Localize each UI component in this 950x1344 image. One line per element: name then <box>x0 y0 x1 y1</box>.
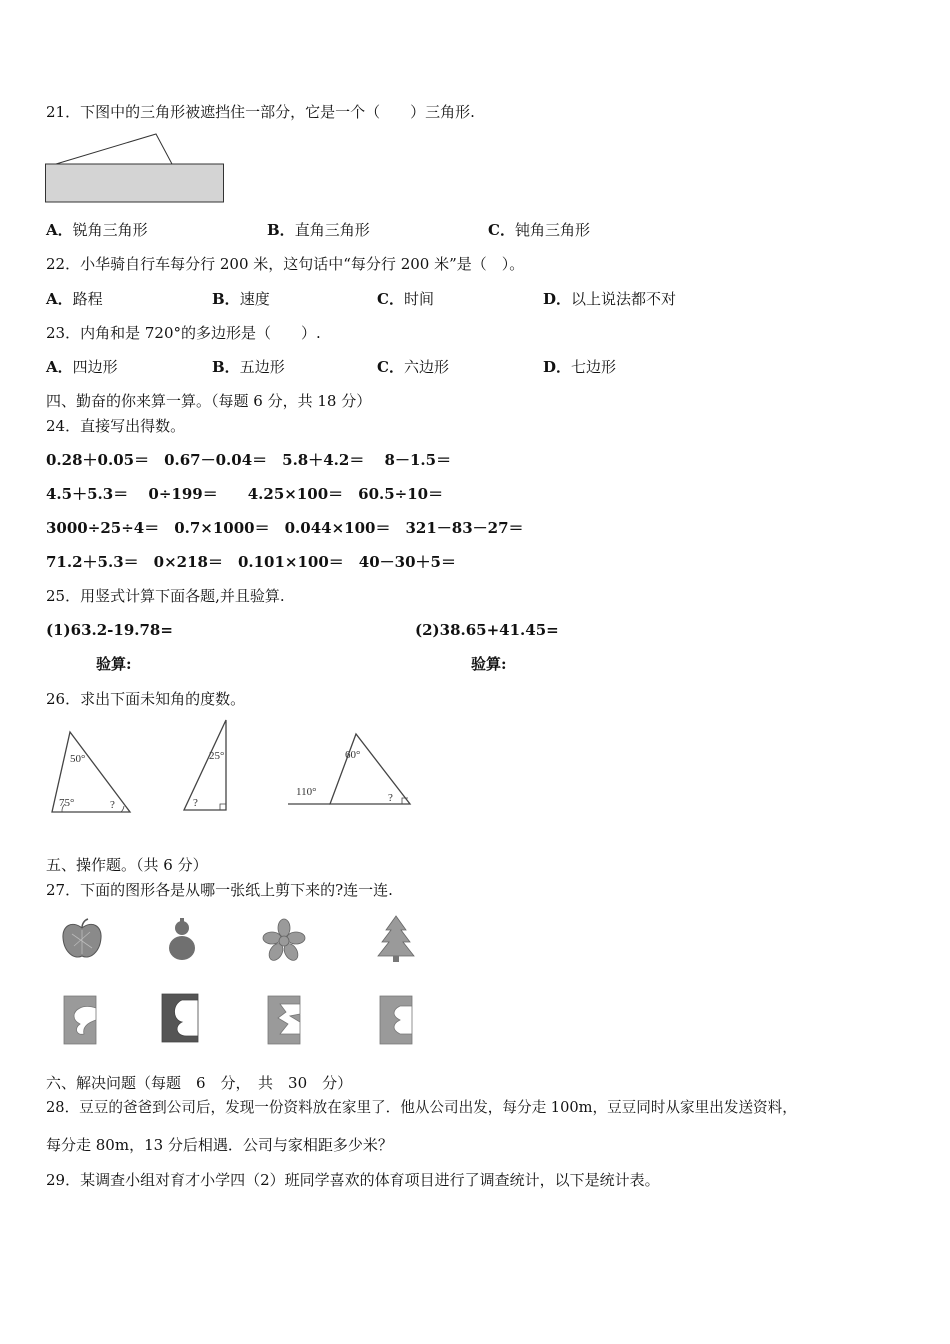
fig1-unknown-angle: ? <box>110 799 115 811</box>
q24-row-2: 4.5＋5.3＝ 0÷199＝ 4.25×100＝ 60.5÷10＝ <box>46 485 444 503</box>
paper-sheet-2-icon <box>160 992 200 1044</box>
paper-sheet-1-icon <box>62 994 98 1046</box>
section-4-heading: 四、勤奋的你来算一算。（每题 6 分，共 18 分） <box>46 392 372 410</box>
flower-shape-icon <box>262 918 306 962</box>
q23-option-b[interactable]: B．五边形 <box>212 358 285 376</box>
q22-option-d[interactable]: D．以上说法都不对 <box>543 290 677 308</box>
q22-question: 22．小华骑自行车每分行 200 米，这句话中“每分行 200 米”是（ ）。 <box>46 255 525 273</box>
q28-question-line-1: 28．豆豆的爸爸到公司后，发现一份资料放在家里了．他从公司出发，每分走 100m，豆豆同时从家里出发送资料， <box>46 1099 797 1116</box>
q25-check-2: 验算: <box>471 655 507 673</box>
q25-item-1: (1)63.2-19.78= <box>46 621 173 639</box>
q21-option-b[interactable]: B．直角三角形 <box>267 221 370 239</box>
q24-row-1: 0.28＋0.05＝ 0.67－0.04＝ 5.8＋4.2＝ 8－1.5＝ <box>46 451 452 469</box>
q21-option-c[interactable]: C．钝角三角形 <box>488 221 590 239</box>
triangle-figure-2 <box>180 716 236 814</box>
q29-question: 29．某调查小组对育才小学四（2）班同学喜欢的体育项目进行了调查统计，以下是统计表。 <box>46 1171 660 1189</box>
q22-option-a[interactable]: A．路程 <box>46 290 103 308</box>
q24-row-3: 3000÷25÷4＝ 0.7×1000＝ 0.044×100＝ 321－83－27＝ <box>46 519 524 537</box>
q23-option-c[interactable]: C．六边形 <box>377 358 449 376</box>
apple-shape-icon <box>60 918 104 962</box>
paper-sheet-3-icon <box>266 994 302 1046</box>
section-5-heading: 五、操作题。（共 6 分） <box>46 856 208 874</box>
q25-item-2: (2)38.65+41.45= <box>415 621 559 639</box>
q24-row-4: 71.2＋5.3＝ 0×218＝ 0.101×100＝ 40－30＋5＝ <box>46 553 456 571</box>
fig3-top-angle: 60° <box>345 749 361 761</box>
q21-option-a[interactable]: A．锐角三角形 <box>46 221 148 239</box>
q23-option-d[interactable]: D．七边形 <box>543 358 617 376</box>
q26-question: 26．求出下面未知角的度数。 <box>46 690 246 708</box>
fig2-top-angle: 25° <box>209 750 225 762</box>
q25-check-1: 验算: <box>96 655 132 673</box>
q23-option-a[interactable]: A．四边形 <box>46 358 118 376</box>
q24-question: 24．直接写出得数。 <box>46 417 186 435</box>
paper-sheet-4-icon <box>378 994 414 1046</box>
q22-option-b[interactable]: B．速度 <box>212 290 270 308</box>
tree-shape-icon <box>374 914 418 964</box>
gourd-shape-icon <box>162 916 202 964</box>
fig2-unknown-angle: ? <box>193 797 198 809</box>
fig1-left-angle: 75° <box>59 797 75 809</box>
q23-question: 23．内角和是 720°的多边形是（ ）. <box>46 324 321 342</box>
triangle-figure-1 <box>48 728 134 816</box>
section-6-heading: 六、解决问题（每题 6 分， 共 30 分） <box>46 1074 353 1092</box>
q27-question: 27．下面的图形各是从哪一张纸上剪下来的?连一连. <box>46 881 393 899</box>
fig3-unknown-angle: ? <box>388 792 393 804</box>
q28-question-line-2: 每分走 80m，13 分后相遇．公司与家相距多少米？ <box>46 1136 393 1154</box>
hidden-triangle-figure <box>44 132 226 204</box>
fig3-exterior-angle: 110° <box>296 786 317 798</box>
fig1-top-angle: 50° <box>70 753 86 765</box>
q21-question: 21．下图中的三角形被遮挡住一部分，它是一个（ ）三角形. <box>46 103 475 121</box>
q22-option-c[interactable]: C．时间 <box>377 290 434 308</box>
q25-question: 25．用竖式计算下面各题,并且验算. <box>46 587 285 605</box>
triangle-figure-3 <box>286 728 416 808</box>
